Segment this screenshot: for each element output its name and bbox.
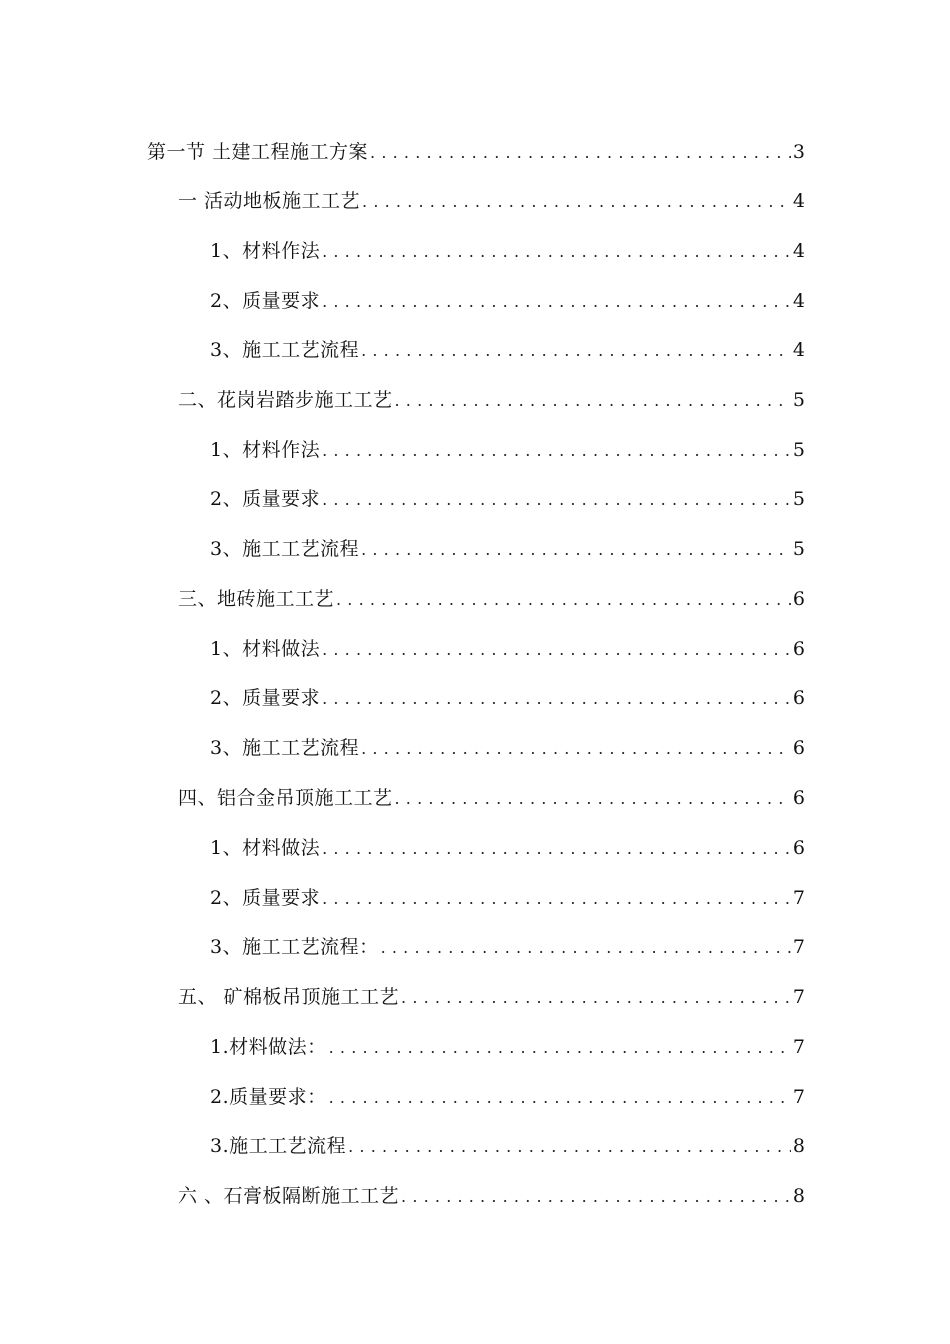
- toc-entry-title: 3、施工工艺流程: [210, 538, 360, 560]
- toc-entry-title: 2、质量要求: [210, 488, 321, 510]
- toc-entry[interactable]: [210, 833, 805, 863]
- dot-leader: [359, 336, 791, 366]
- toc-entry[interactable]: [210, 435, 805, 465]
- toc-entry-title: 2、质量要求: [210, 687, 321, 709]
- toc-entry-title: 一 活动地板施工工艺: [178, 190, 361, 212]
- toc-entry[interactable]: [178, 1181, 805, 1211]
- toc-entry[interactable]: [210, 236, 805, 266]
- dot-leader: [320, 684, 791, 714]
- toc-entry-title: 五、 矿棉板吊顶施工工艺: [178, 986, 400, 1008]
- toc-entry[interactable]: [147, 137, 805, 167]
- toc-entry[interactable]: [210, 683, 805, 713]
- dot-leader: [320, 884, 791, 914]
- toc-page-number: 6: [792, 687, 805, 709]
- dot-leader: [379, 933, 791, 963]
- toc-entry-title: 3、施工工艺流程：: [210, 936, 379, 958]
- toc-page-number: 5: [792, 538, 805, 560]
- toc-page-number: 7: [792, 936, 805, 958]
- toc-entry-title: 2.质量要求：: [210, 1086, 327, 1108]
- toc-page-number: 8: [792, 1135, 805, 1157]
- toc-page-number: 7: [792, 1086, 805, 1108]
- toc-entry[interactable]: [210, 1032, 805, 1062]
- dot-leader: [320, 237, 791, 267]
- toc-entry[interactable]: [210, 634, 805, 664]
- dot-leader: [320, 436, 791, 466]
- toc-entry[interactable]: [210, 932, 805, 962]
- toc-entry-title: 1.材料做法：: [210, 1036, 327, 1058]
- toc-entry[interactable]: [210, 733, 805, 763]
- dot-leader: [327, 1083, 791, 1113]
- toc-page-number: 6: [792, 588, 805, 610]
- toc-page-number: 8: [792, 1185, 805, 1207]
- toc-entry-title: 3.施工工艺流程: [210, 1135, 347, 1157]
- dot-leader: [399, 983, 791, 1013]
- toc-entry-title: 3、施工工艺流程: [210, 339, 360, 361]
- toc-entry[interactable]: [178, 186, 805, 216]
- dot-leader: [359, 734, 791, 764]
- toc-entry[interactable]: [178, 783, 805, 813]
- toc-entry-title: 六 、石膏板隔断施工工艺: [178, 1185, 400, 1207]
- toc-entry[interactable]: [210, 1131, 805, 1161]
- dot-leader: [393, 386, 791, 416]
- dot-leader: [334, 585, 791, 615]
- toc-page-number: 6: [792, 787, 805, 809]
- toc-page-number: 6: [792, 737, 805, 759]
- toc-entry-title: 三、地砖施工工艺: [178, 588, 335, 610]
- dot-leader: [368, 138, 791, 168]
- toc-entry-title: 四、铝合金吊顶施工工艺: [178, 787, 393, 809]
- toc-page-number: 4: [792, 290, 805, 312]
- toc-entry[interactable]: [178, 385, 805, 415]
- dot-leader: [320, 834, 791, 864]
- toc-page-number: 7: [792, 986, 805, 1008]
- dot-leader: [359, 535, 791, 565]
- toc-entry-title: 1、材料作法: [210, 240, 321, 262]
- toc-entry[interactable]: [210, 534, 805, 564]
- dot-leader: [399, 1182, 791, 1212]
- toc-entry-title: 2、质量要求: [210, 290, 321, 312]
- toc-page-number: 4: [792, 339, 805, 361]
- toc-entry[interactable]: [178, 982, 805, 1012]
- dot-leader: [393, 784, 791, 814]
- toc-entry[interactable]: [178, 584, 805, 614]
- dot-leader: [346, 1132, 791, 1162]
- toc-page-number: 6: [792, 837, 805, 859]
- dot-leader: [327, 1033, 791, 1063]
- toc-page-number: 4: [792, 240, 805, 262]
- toc-entry[interactable]: [210, 484, 805, 514]
- dot-leader: [320, 635, 791, 665]
- dot-leader: [320, 287, 791, 317]
- toc-page-number: 7: [792, 1036, 805, 1058]
- toc-entry-title: 1、材料做法: [210, 837, 321, 859]
- toc-entry[interactable]: [210, 883, 805, 913]
- dot-leader: [360, 187, 791, 217]
- toc-entry[interactable]: [210, 335, 805, 365]
- toc-entry-title: 第一节 土建工程施工方案: [147, 141, 369, 163]
- toc-page-number: 6: [792, 638, 805, 660]
- toc-page-number: 5: [792, 389, 805, 411]
- toc-entry-title: 1、材料做法: [210, 638, 321, 660]
- toc-entry-title: 二、花岗岩踏步施工工艺: [178, 389, 393, 411]
- toc-entry-title: 2、质量要求: [210, 887, 321, 909]
- toc-entry-title: 1、材料作法: [210, 439, 321, 461]
- toc-page-number: 3: [792, 141, 805, 163]
- toc-entry[interactable]: [210, 1082, 805, 1112]
- toc-page-number: 4: [792, 190, 805, 212]
- toc-page-number: 5: [792, 439, 805, 461]
- toc-entry-title: 3、施工工艺流程: [210, 737, 360, 759]
- toc-page-number: 7: [792, 887, 805, 909]
- toc-entry[interactable]: [210, 286, 805, 316]
- dot-leader: [320, 485, 791, 515]
- toc-page-number: 5: [792, 488, 805, 510]
